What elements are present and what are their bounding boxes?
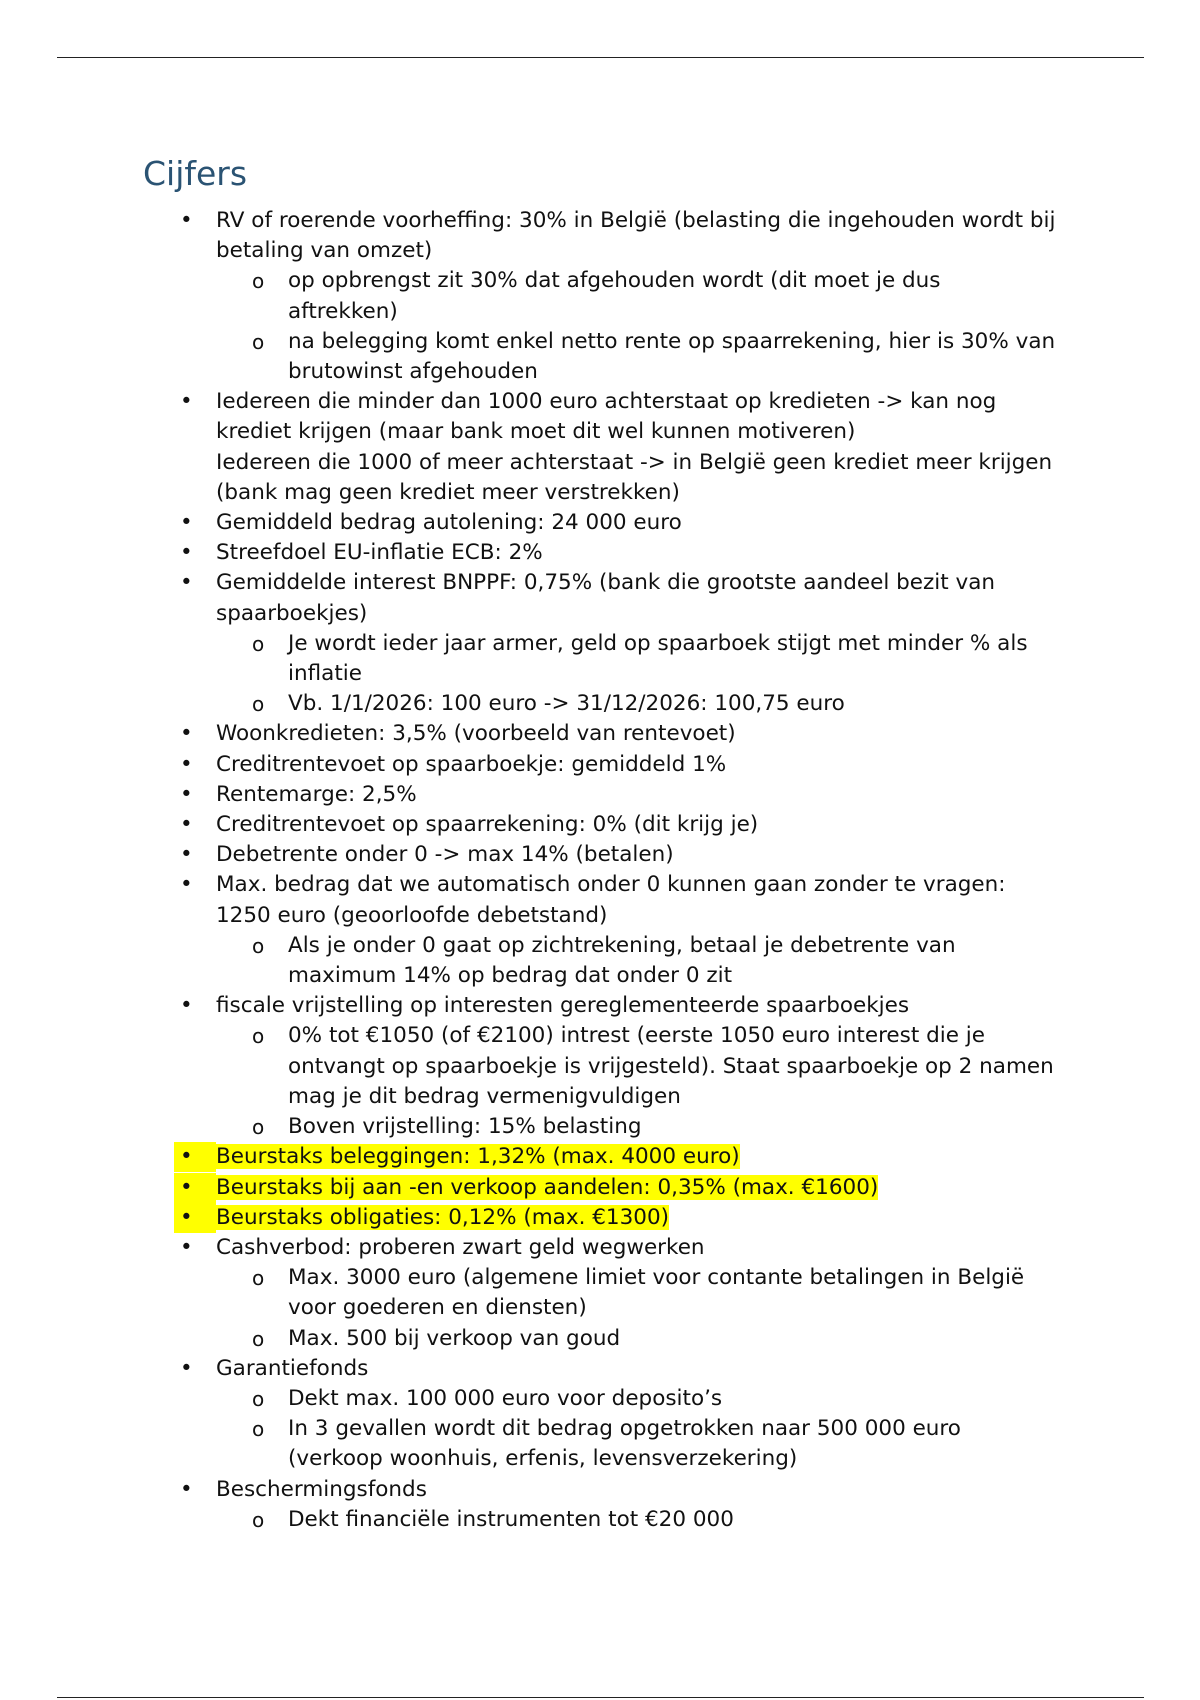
- list-item: [0, 387, 1056, 508]
- sub-bullet-icon: o: [252, 269, 265, 294]
- list-item: [0, 719, 1056, 749]
- sub-list-item-text: In 3 gevallen wordt dit bedrag opgetrokken naar 500 000 euro (verkoop woonhuis, erfenis, levensverzekering): [288, 1416, 961, 1472]
- list-item: [0, 870, 1056, 930]
- sub-bullet-icon: o: [252, 1386, 265, 1411]
- sub-list-item-text: 0% tot €1050 (of €2100) intrest (eerste 1050 euro interest die je ontvangt op spaarboekje is vrijgesteld). Staat spaarboekje op 2 namen mag je dit bedrag vermenigvuldigen: [288, 1023, 1054, 1109]
- list-item: [0, 1233, 1056, 1263]
- sub-list-item: [0, 1263, 1056, 1323]
- sub-bullet-icon: o: [252, 933, 265, 958]
- list-item-text: Iedereen die minder dan 1000 euro achterstaat op kredieten -> kan nog krediet krijgen (maar bank moet dit wel kunnen motiveren): [216, 389, 997, 445]
- list-item-text: fiscale vrijstelling op interesten gereglementeerde spaarboekjes: [216, 993, 910, 1019]
- sub-list-item: [0, 1324, 1056, 1354]
- sub-list-item: [0, 931, 1056, 991]
- bullet-icon: •: [180, 1234, 193, 1260]
- bullet-icon: •: [180, 1476, 193, 1502]
- list-item-text: Gemiddelde interest BNPPF: 0,75% (bank die grootste aandeel bezit van spaarboekjes): [216, 570, 996, 626]
- list-item: [0, 568, 1056, 628]
- sub-list-item: [0, 1021, 1056, 1112]
- sub-list-item-text: na belegging komt enkel netto rente op spaarrekening, hier is 30% van brutowinst afgehouden: [288, 328, 1056, 385]
- list-item: [0, 1173, 1056, 1203]
- sub-bullet-icon: o: [252, 1417, 265, 1442]
- list-item-text: Garantiefonds: [216, 1355, 369, 1381]
- list-item-text: [216, 1173, 1056, 1203]
- bullet-icon: •: [180, 993, 193, 1019]
- sub-list-item-text: op opbrengst zit 30% dat afgehouden wordt (dit moet je dus aftrekken): [288, 268, 941, 324]
- list-item-text: Beschermingsfonds: [216, 1476, 427, 1502]
- bullet-icon: •: [180, 540, 193, 566]
- list-item: [0, 750, 1056, 780]
- page-heading: Cijfers: [143, 154, 248, 193]
- sub-bullet-icon: o: [252, 1326, 265, 1351]
- bullet-icon: •: [180, 721, 193, 747]
- sub-list-item-text: Dekt financiële instrumenten tot €20 000: [288, 1506, 734, 1532]
- bullet-icon: •: [180, 389, 193, 415]
- list-item: [0, 810, 1056, 840]
- bullet-icon: •: [180, 1144, 193, 1170]
- sub-list-item: [0, 689, 1056, 719]
- sub-list-item-text: Vb. 1/1/2026: 100 euro -> 31/12/2026: 100,75 euro: [288, 691, 845, 717]
- bullet-icon: •: [180, 1204, 193, 1230]
- sub-bullet-icon: o: [252, 631, 265, 656]
- sub-list-item-text: Als je onder 0 gaat op zichtrekening, betaal je debetrente van maximum 14% op bedrag dat onder 0 zit: [288, 932, 956, 989]
- list-item: [0, 780, 1056, 810]
- header-rule: [57, 57, 1144, 58]
- list-item: [0, 206, 1056, 266]
- list-item: [0, 508, 1056, 538]
- bullet-icon: •: [180, 751, 193, 777]
- highlighted-text: Beurstaks bij aan -en verkoop aandelen: 0,35% (max. €1600): [216, 1174, 879, 1200]
- list-item-text: RV of roerende voorheffing: 30% in België (belasting die ingehouden wordt bij betaling van omzet): [216, 208, 1056, 264]
- sub-list-item-text: Max. 3000 euro (algemene limiet voor contante betalingen in België voor goederen en diensten): [288, 1265, 1025, 1321]
- list-item: [0, 1354, 1056, 1384]
- bullet-icon: •: [180, 1355, 193, 1381]
- list-item-text: Creditrentevoet op spaarboekje: gemiddeld 1%: [216, 751, 727, 777]
- sub-bullet-icon: o: [252, 1507, 265, 1532]
- bullet-icon: •: [180, 1174, 193, 1200]
- list-item: [0, 538, 1056, 568]
- list-item-extra-text: Iedereen die 1000 of meer achterstaat -> in België geen krediet meer krijgen (bank mag geen krediet meer verstrekken): [216, 449, 1053, 505]
- list-item: [0, 1142, 1056, 1172]
- sub-list-item: [0, 629, 1056, 689]
- list-item-text: Debetrente onder 0 -> max 14% (betalen): [216, 842, 674, 868]
- bullet-icon: •: [180, 510, 193, 536]
- list-item-text: Max. bedrag dat we automatisch onder 0 kunnen gaan zonder te vragen: 1250 euro (geoorloofde debetstand): [216, 872, 1006, 928]
- bullet-icon: •: [180, 570, 193, 596]
- list-item-text: [216, 1203, 1056, 1233]
- list-item-text: [216, 1142, 1056, 1172]
- sub-bullet-icon: o: [252, 329, 265, 354]
- list-item-text: Streefdoel EU-inflatie ECB: 2%: [216, 540, 543, 566]
- bullet-list: [0, 206, 1200, 1535]
- sub-list-item: [0, 1112, 1056, 1142]
- sub-list-item: [0, 266, 1056, 326]
- bullet-icon: •: [180, 812, 193, 838]
- sub-list-item-text: Boven vrijstelling: 15% belasting: [288, 1114, 642, 1140]
- bullet-icon: •: [180, 872, 193, 898]
- sub-bullet-icon: o: [252, 692, 265, 717]
- list-item-text: Cashverbod: proberen zwart geld wegwerken: [216, 1234, 705, 1260]
- list-item-text: Creditrentevoet op spaarrekening: 0% (dit krijg je): [216, 812, 759, 838]
- bullet-icon: •: [180, 208, 193, 233]
- list-item: [0, 1475, 1056, 1505]
- list-item: [0, 840, 1056, 870]
- sub-list-item-text: Je wordt ieder jaar armer, geld op spaarboek stijgt met minder % als inflatie: [288, 630, 1028, 687]
- sub-list-item-text: Max. 500 bij verkoop van goud: [288, 1325, 621, 1351]
- sub-list-item: [0, 1505, 1056, 1535]
- highlighted-text: Beurstaks beleggingen: 1,32% (max. 4000 euro): [216, 1144, 740, 1170]
- sub-bullet-icon: o: [252, 1115, 265, 1140]
- document-body: [0, 206, 1200, 1535]
- sub-bullet-icon: o: [252, 1266, 265, 1291]
- sub-list-item-text: Dekt max. 100 000 euro voor deposito’s: [288, 1385, 723, 1411]
- list-item-text: Woonkredieten: 3,5% (voorbeeld van rentevoet): [216, 721, 736, 747]
- list-item-text: Gemiddeld bedrag autolening: 24 000 euro: [216, 510, 682, 536]
- bullet-icon: •: [180, 842, 193, 868]
- highlighted-text: Beurstaks obligaties: 0,12% (max. €1300): [216, 1204, 670, 1230]
- footer-rule: [57, 1697, 1144, 1698]
- list-item: [0, 991, 1056, 1021]
- sub-list-item: [0, 1414, 1056, 1474]
- sub-bullet-icon: o: [252, 1024, 265, 1049]
- list-item: [0, 1203, 1056, 1233]
- list-item-text: Rentemarge: 2,5%: [216, 781, 417, 807]
- sub-list-item: [0, 1384, 1056, 1414]
- bullet-icon: •: [180, 781, 193, 807]
- sub-list-item: [0, 327, 1056, 387]
